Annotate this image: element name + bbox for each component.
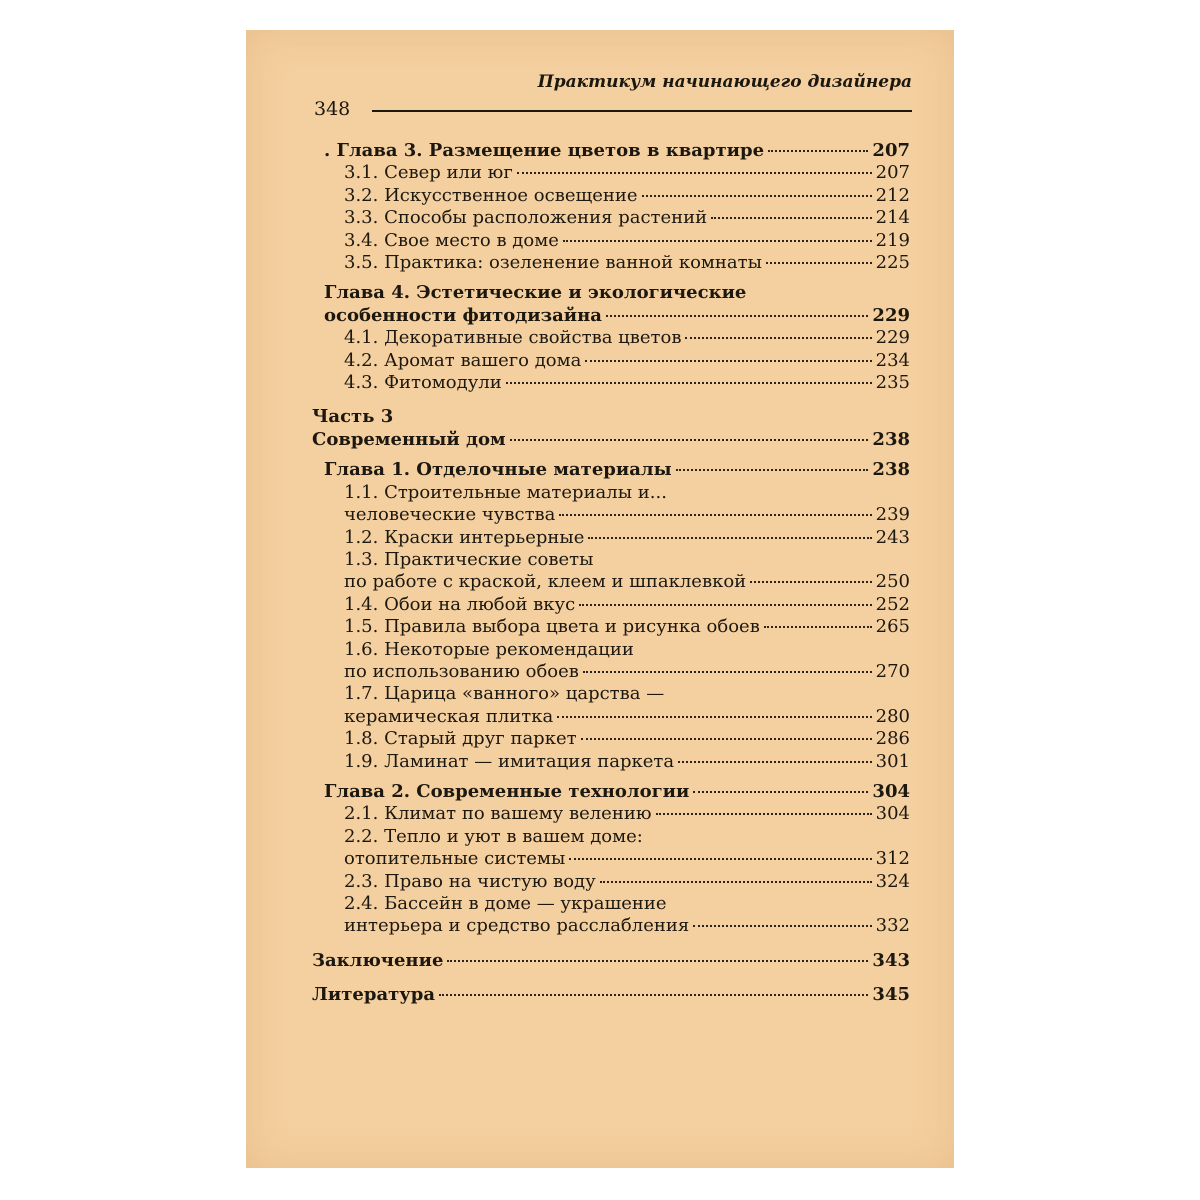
toc-entry-row — [312, 429, 910, 451]
toc-entry — [312, 549, 910, 594]
toc-entry — [312, 372, 910, 394]
toc-page-number: 270 — [875, 660, 910, 682]
toc-entry-row — [312, 984, 910, 1006]
toc-entry — [312, 482, 910, 527]
toc-entry-row — [344, 616, 910, 638]
toc-entry-title: 3.4. Свое место в доме — [344, 229, 559, 251]
toc-page-number: 345 — [872, 984, 910, 1006]
book-page — [246, 30, 954, 1168]
dot-leader — [676, 469, 869, 471]
toc-page-number: 207 — [872, 140, 910, 161]
dot-leader — [506, 382, 872, 384]
toc-entry — [312, 728, 910, 750]
toc-entry-row — [324, 459, 910, 481]
toc-entry-title-line: 2.4. Бассейн в доме — украшение — [344, 893, 667, 914]
toc-page-number: 343 — [872, 949, 910, 971]
dot-leader — [642, 195, 872, 197]
dot-leader — [569, 858, 871, 860]
toc-entry-title-line: 2.2. Тепло и уют в вашем доме: — [344, 825, 643, 847]
toc-entry-row — [344, 350, 910, 372]
toc-entry-title: 3.1. Север или юг — [344, 162, 513, 184]
toc-entry-title: 3.3. Способы расположения растений — [344, 207, 708, 229]
toc-entry-row — [344, 185, 910, 207]
toc-entry — [312, 140, 910, 162]
toc-entry-title: по работе с краской, клеем и шпаклевкой — [344, 571, 747, 593]
toc-entry-title: 4.1. Декоративные свойства цветов — [344, 327, 682, 349]
dot-leader — [563, 240, 872, 242]
toc-page-number: 235 — [875, 372, 910, 394]
dot-leader — [711, 217, 872, 219]
toc-entry-row — [344, 207, 910, 229]
toc-page-number: 265 — [875, 616, 910, 638]
toc-entry-title: 1.9. Ламинат — имитация паркета — [344, 750, 675, 772]
toc-entry-title: 4.2. Аромат вашего дома — [344, 349, 582, 371]
dot-leader — [447, 960, 868, 962]
toc-entry — [312, 350, 910, 372]
toc-entry-row — [344, 594, 910, 616]
table-of-contents — [312, 140, 910, 1007]
toc-page-number: 301 — [875, 750, 910, 772]
dot-leader — [693, 791, 868, 793]
toc-page-number: 324 — [875, 870, 910, 892]
toc-entry-title-line: 1.6. Некоторые рекомендации — [344, 638, 634, 660]
toc-page-number: 212 — [875, 184, 910, 206]
toc-page-number: 280 — [875, 705, 910, 727]
toc-entry-row — [344, 372, 910, 394]
toc-entry — [312, 751, 910, 773]
dot-leader — [764, 626, 872, 628]
toc-page-number: 234 — [875, 349, 910, 371]
toc-entry-title: Заключение — [312, 949, 444, 971]
toc-entry-title: 2.1. Климат по вашему велению — [344, 803, 652, 825]
toc-entry — [312, 616, 910, 638]
dot-leader — [768, 150, 868, 152]
toc-entry-title-line: 1.1. Строительные материалы и... — [344, 481, 667, 503]
toc-entry-row — [324, 140, 910, 162]
toc-entry — [312, 639, 910, 684]
toc-entry-row — [344, 871, 910, 893]
toc-entry-title: 4.3. Фитомодули — [344, 372, 502, 394]
toc-entry-row — [324, 305, 910, 327]
toc-entry-title: Литература — [312, 984, 436, 1006]
dot-leader — [439, 994, 868, 996]
toc-page-number: 304 — [875, 803, 910, 825]
toc-entry-title: Глава 1. Отделочные материалы — [324, 459, 672, 481]
toc-entry-title: керамическая плитка — [344, 705, 554, 727]
toc-entry-row — [344, 327, 910, 349]
dot-leader — [579, 604, 871, 606]
toc-entry-title-line: Часть 3 — [312, 406, 394, 428]
toc-page-number: 238 — [872, 459, 910, 481]
toc-entry-title: особенности фитодизайна — [324, 304, 602, 326]
toc-entry-row — [344, 527, 910, 549]
toc-page-number: 229 — [872, 304, 910, 326]
dot-leader — [685, 337, 871, 339]
toc-entry — [312, 871, 910, 893]
toc-entry — [312, 207, 910, 229]
dot-leader — [750, 581, 871, 583]
toc-entry-row — [344, 162, 910, 184]
toc-page-number: 207 — [875, 162, 910, 184]
dot-leader — [656, 813, 872, 815]
toc-entry-title: интерьера и средство расслабления — [344, 915, 690, 937]
toc-entry-row — [344, 252, 910, 274]
toc-entry — [312, 282, 910, 327]
toc-entry — [312, 406, 910, 451]
toc-page-number: 332 — [875, 915, 910, 937]
toc-page-number: 250 — [875, 571, 910, 593]
toc-page-number: 214 — [875, 207, 910, 229]
toc-page-number: 219 — [875, 229, 910, 251]
toc-entry — [312, 803, 910, 825]
toc-entry-title: 3.2. Искусственное освещение — [344, 184, 638, 206]
toc-entry — [312, 984, 910, 1006]
toc-entry-title: 1.5. Правила выбора цвета и рисунка обоев — [344, 616, 760, 638]
toc-entry — [312, 230, 910, 252]
toc-page-number: 252 — [875, 593, 910, 615]
toc-entry — [312, 162, 910, 184]
toc-entry-row — [344, 848, 910, 870]
toc-entry-row — [344, 571, 910, 593]
toc-entry-title: 1.8. Старый друг паркет — [344, 728, 577, 750]
dot-leader — [581, 738, 872, 740]
dot-leader — [678, 761, 872, 763]
toc-entry — [312, 252, 910, 274]
toc-page-number: 225 — [875, 252, 910, 274]
toc-page-number: 238 — [872, 428, 910, 450]
toc-entry-row — [344, 706, 910, 728]
toc-entry-title-line: 1.7. Царица «ванного» царства — — [344, 683, 665, 705]
dot-leader — [600, 881, 872, 883]
dot-leader — [583, 671, 872, 673]
dot-leader — [557, 716, 871, 718]
toc-page-number: 286 — [875, 728, 910, 750]
header-rule — [372, 110, 912, 112]
toc-entry-title: . Глава 3. Размещение цветов в квартире — [324, 140, 765, 161]
toc-entry — [312, 459, 910, 481]
toc-entry-row — [344, 728, 910, 750]
toc-entry-row — [344, 661, 910, 683]
dot-leader — [510, 439, 869, 441]
toc-entry-title: 3.5. Практика: озеленение ванной комнаты — [344, 252, 762, 274]
toc-entry-title: 1.4. Обои на любой вкус — [344, 593, 576, 615]
toc-entry-row — [324, 781, 910, 803]
toc-entry — [312, 893, 910, 938]
toc-page-number: 304 — [872, 780, 910, 802]
toc-entry-title-line: 1.3. Практические советы — [344, 548, 594, 570]
toc-entry-row — [344, 803, 910, 825]
toc-entry-title: отопительные системы — [344, 848, 566, 870]
toc-entry — [312, 950, 910, 972]
toc-entry-row — [344, 230, 910, 252]
toc-entry-title: Современный дом — [312, 428, 506, 450]
toc-page-number: 312 — [875, 848, 910, 870]
toc-page-number: 229 — [875, 327, 910, 349]
toc-entry-title: по использованию обоев — [344, 660, 579, 682]
toc-entry-title: Глава 2. Современные технологии — [324, 780, 690, 802]
running-header-title: Практикум начинающего дизайнера — [537, 72, 912, 92]
dot-leader — [517, 172, 872, 174]
dot-leader — [606, 315, 868, 317]
dot-leader — [585, 360, 871, 362]
toc-page-number: 239 — [875, 504, 910, 526]
toc-entry-title-line: Глава 4. Эстетические и экологические — [324, 282, 747, 304]
toc-entry — [312, 527, 910, 549]
toc-entry-row — [344, 751, 910, 773]
toc-entry — [312, 826, 910, 871]
toc-entry-row — [344, 504, 910, 526]
toc-entry-title: 1.2. Краски интерьерные — [344, 526, 585, 548]
toc-entry — [312, 781, 910, 803]
dot-leader — [766, 262, 872, 264]
toc-entry — [312, 185, 910, 207]
dot-leader — [559, 514, 871, 516]
dot-leader — [588, 537, 871, 539]
toc-entry — [312, 327, 910, 349]
toc-entry — [312, 683, 910, 728]
toc-entry — [312, 594, 910, 616]
page-number: 348 — [314, 98, 351, 120]
toc-entry-row — [312, 950, 910, 972]
toc-page-number: 243 — [875, 526, 910, 548]
toc-entry-title: человеческие чувства — [344, 504, 556, 526]
toc-entry-row — [344, 915, 910, 937]
dot-leader — [693, 925, 871, 927]
toc-entry-title: 2.3. Право на чистую воду — [344, 870, 596, 892]
